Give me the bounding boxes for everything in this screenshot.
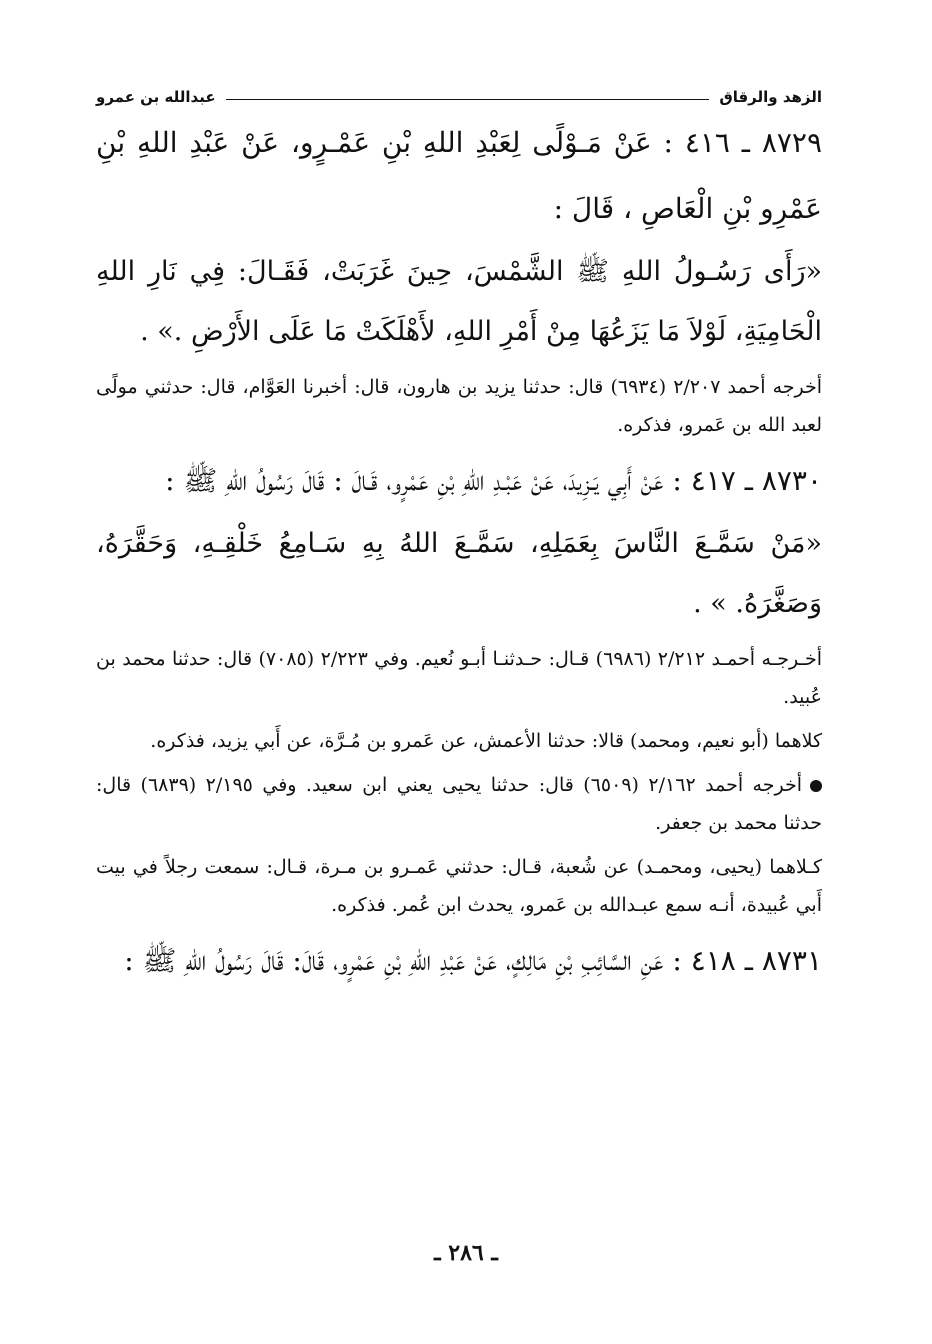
header-rule [226, 99, 710, 100]
hadith-text: «مَنْ سَمَّـعَ النَّاسَ بِعَمَلِهِ، سَمَّـعَ اللهُ بِهِ سَـامِعُ خَلْقِـهِ، وَحَقَّرَهُ، وَصَغَّرَهُ. » . [96, 528, 822, 619]
hadith-text: «رَأَى رَسُـولُ اللهِ ﷺ الشَّمْسَ، حِينَ غَرَبَتْ، فَقَـالَ: فِي نَارِ اللهِ الْحَامِيَةِ، لَوْلاَ مَا يَزَعُهَا مِنْ أَمْرِ اللهِ، لأَهْلَكَتْ مَا عَلَى الأَرْضِ .» . [96, 256, 822, 347]
running-header [96, 78, 822, 106]
takhrij-bullet-text: أخرجه أحمد ٢/١٦٢ (٦٥٠٩) قال: حدثنا يحيى يعني ابن سعيد. وفي ٢/١٩٥ (٦٨٣٩) قال: حدثنا محمد بن جعفر. [96, 774, 822, 834]
hadith-intro: ٨٧٢٩ ـ ٤١٦ : عَنْ مَـوْلًى لِعَبْدِ اللهِ بْنِ عَمْـرٍو، عَنْ عَبْدِ اللهِ بْنِ عَمْرِو بْنِ الْعَاصِ ، قَالَ : [96, 126, 822, 225]
hadith-8731 [96, 928, 822, 994]
takhrij-paragraph: أخـرجـه أحمـد ٢/٢١٢ (٦٩٨٦) قـال: حـدثنـا أبـو نُعيم. وفي ٢/٢٢٣ (٧٠٨٥) قال: حدثنا محمد بن عُبيد. [96, 648, 823, 708]
hadith-intro: ٨٧٣١ ـ ٤١٨ : عَنِ السَّائِبِ بْنِ مَالِكٍ، عَنْ عَبْدِ اللهِ بْنِ عَمْرٍو، قَالَ: قَالَ رَسُولُ اللهِ ﷺ : [124, 944, 822, 977]
takhrij-paragraph: أخرجه أحمد ٢/٢٠٧ (٦٩٣٤) قال: حدثنا يزيد بن هارون، قال: أخبرنا العَوَّام، قال: حدثني مولًى لعبد الله بن عَمرو، فذكره. [96, 376, 823, 436]
book-title: الزهد والرقاق [719, 88, 822, 106]
page-number: ـ ٢٨٦ ـ [434, 1240, 498, 1266]
takhrij-paragraph: كـلاهما (يحيى، ومحمـد) عن شُعبة، قـال: حدثني عَمـرو بن مـرة، قـال: سمعت رجلاً في بيت أَبي عُبيدة، أنـه سمع عبـدالله بن عَمرو، يحدث ابن عُمر. فذكره. [96, 856, 822, 916]
hadith-intro: ٨٧٣٠ ـ ٤١٧ : عَنْ أَبِي يَـزِيدَ، عَنْ عَبْـدِ اللهِ بْنِ عَمْرٍو، قَـالَ : قَالَ رَسُولُ اللهِ ﷺ : [165, 464, 822, 497]
hadith-8729 [96, 110, 822, 444]
bullet-icon [810, 780, 822, 792]
takhrij-paragraph: كلاهما (أبو نعيم، ومحمد) قالا: حدثنا الأعمش، عن عَمرو بن مُـرَّة، عن أَبي يزيد، فذكره. [150, 730, 822, 752]
chapter-title: عبدالله بن عمرو [96, 88, 216, 106]
document-page [96, 78, 822, 1284]
hadith-8730 [96, 448, 822, 924]
takhrij-bullet-paragraph [96, 766, 822, 842]
